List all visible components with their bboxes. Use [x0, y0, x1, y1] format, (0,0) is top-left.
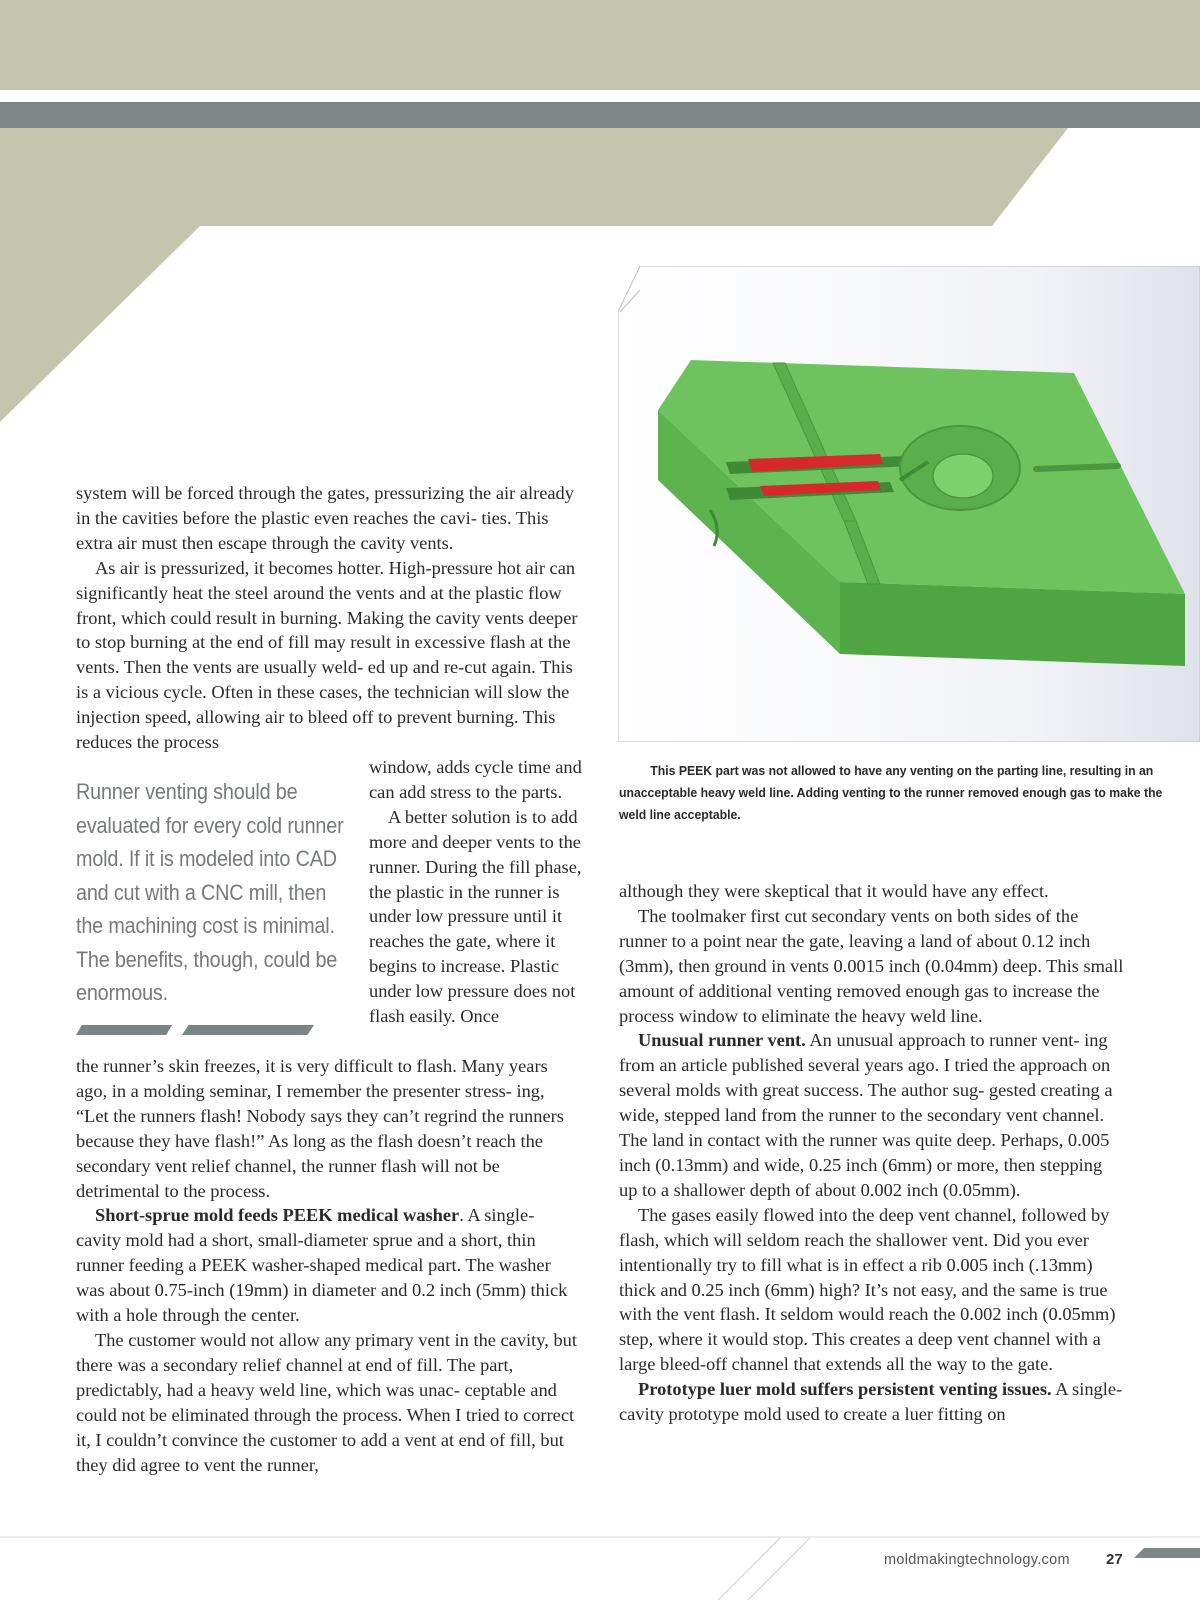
footer-page-bar	[1134, 1548, 1200, 1558]
footer-deco-line-2	[748, 1538, 810, 1600]
body-paragraph: window, adds cycle time and can add stress to the parts.	[369, 757, 582, 802]
header-band	[0, 0, 1200, 90]
figure-mold-image	[618, 266, 1200, 742]
footer-site-url[interactable]: moldmakingtechnology.com	[884, 1552, 1070, 1568]
subhead-unusual-runner-vent: Unusual runner vent.	[638, 1030, 806, 1051]
pull-quote: Runner venting should be evaluated for every cold runner mold. If it is modeled into CAD and cut with a CNC mill, then the machining cost is minimal. The benefits, though, could be enormous.	[76, 779, 344, 1005]
body-paragraph: The toolmaker first cut secondary vents on both sides of the runner to a point near the gate, leaving a land of about 0.12 inch (3mm), then ground in vents 0.0015 inch (0.04mm) deep. This small amount of additional venting removed enough gas to increase the process window to eliminate the heavy weld line.	[619, 905, 1124, 1026]
body-column-left-bottom	[76, 1054, 580, 1477]
body-column-left-top	[76, 481, 580, 755]
body-paragraph: the runner’s skin freezes, it is very difficult to flash. Many years ago, in a molding seminar, I remember the presenter stress- ing, “Let the runners flash! Nobody says they can’t regrind the runners because they have flash!” As long as the flash doesn’t reach the secondary vent relief channel, the runner flash will not be detrimental to the process.	[76, 1056, 564, 1201]
cavity-hub	[933, 454, 993, 498]
body-paragraph: A better solution is to add more and deeper vents to the runner. During the fill phase, the plastic in the runner is under low pressure until it reaches the gate, where it begins to increase. Plastic under low pressure does not flash easily. Once	[369, 806, 582, 1027]
footer-deco-line-1	[718, 1538, 780, 1600]
body-paragraph: The customer would not allow any primary vent in the cavity, but there was a secondary relief channel at end of fill. The part, predictably, had a heavy weld line, which was unac- ceptable and could not be eliminated through the process. When I tried to correct it, I couldn’t convince the customer to add a vent at end of fill, but they did agree to vent the runner,	[76, 1329, 577, 1475]
body-paragraph: As air is pressurized, it becomes hotter. High-pressure hot air can significantly heat the steel around the vents and at the plastic flow front, which could result in burning. Making the cavity vents deeper to stop burning at the end of fill may result in excessive flash at the vents. Then the vents are usually weld- ed up and re-cut again. This is a vicious cycle. Often in these cases, the technician will slow the injection speed, allowing air to bleed off to prevent burning. This reduces the process	[76, 557, 578, 753]
pull-quote-bar-left	[76, 1025, 172, 1035]
figure-caption	[619, 760, 1171, 826]
mold-front-face	[840, 582, 1185, 666]
body-paragraph: The gases easily flowed into the deep vent channel, followed by flash, which will seldom reach the shallower vent. Did you ever intentionally try to fill what is in effect a rib 0.005 inch (.13mm) thick and 0.25 inch (6mm) high? It’s not easy, and the same is true with the vent flash. It seldom would reach the 0.002 inch (0.05mm) step, where it would stop. This creates a deep vent channel with a large bleed-off channel that extends all the way to the gate.	[619, 1204, 1116, 1375]
body-column-mid	[369, 755, 582, 1029]
body-paragraph-prototype: Prototype luer mold suffers persistent venting issues. A single-cavity prototype mold used to create a luer fitting on	[619, 1379, 1123, 1425]
figure-caption-text: This PEEK part was not allowed to have any venting on the parting line, resulting in an unacceptable heavy weld line. Adding venting to the runner removed enough gas to make the weld line acceptable.	[619, 763, 1163, 822]
body-paragraph-unusual-vent: Unusual runner vent. An unusual approach to runner vent- ing from an article published several years ago. I tried the approach on several molds with great success. The author sug- gested creating a wide, stepped land from the runner to the secondary vent channel. The land in contact with the runner was quite deep. Perhaps, 0.005 inch (0.13mm) and wide, 0.25 inch (6mm) or more, then stepping up to a shallower depth of about 0.002 inch (0.05mm).	[619, 1030, 1113, 1200]
body-column-right	[619, 879, 1124, 1427]
header-gray-bar	[0, 102, 1200, 128]
subhead-short-sprue: Short-sprue mold feeds PEEK medical washer	[95, 1205, 460, 1226]
pull-quote-bar-right	[182, 1025, 314, 1035]
body-paragraph-washer: Short-sprue mold feeds PEEK medical washer. A single- cavity mold had a short, small-diameter sprue and a short, thin runner feeding a PEEK washer-shaped medical part. The washer was about 0.75-inch (19mm) in diameter and 0.2 inch (5mm) thick with a hole through the center.	[76, 1205, 568, 1326]
body-paragraph: system will be forced through the gates, pressurizing the air already in the cavities before the plastic even reaches the cavi- ties. This extra air must then escape through the cavity vents.	[76, 483, 574, 553]
mold-slot-right	[1036, 466, 1118, 469]
body-paragraph: although they were skeptical that it would have any effect.	[619, 881, 1049, 901]
page-number: 27	[1106, 1551, 1123, 1568]
subhead-prototype-luer: Prototype luer mold suffers persistent venting issues.	[638, 1379, 1052, 1400]
